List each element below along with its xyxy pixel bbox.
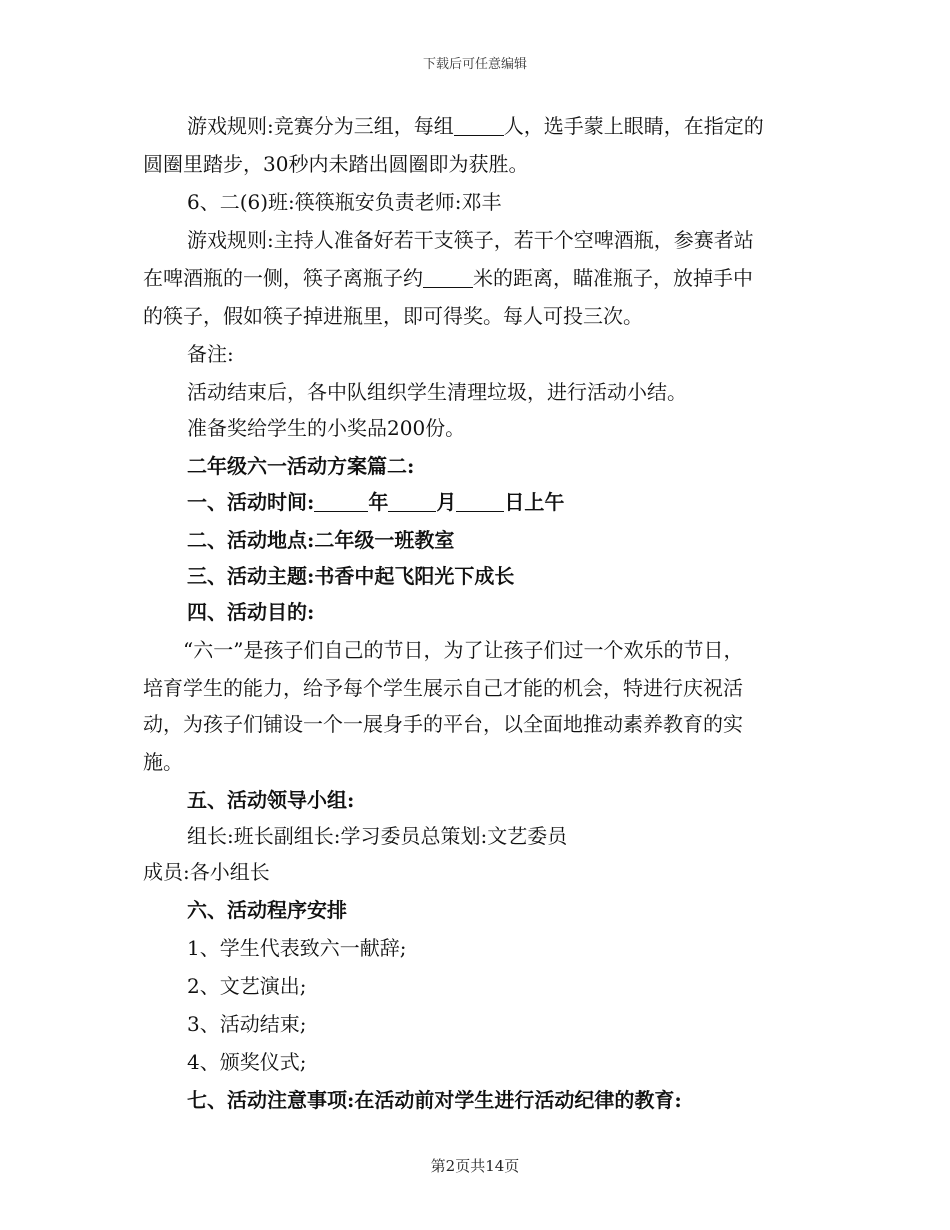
paragraph-line: “六一”是孩子们自己的节日，为了让孩子们过一个欢乐的节日， [183, 638, 744, 662]
text-segment: 年 [368, 490, 389, 514]
paragraph-line: 的筷子，假如筷子掉进瓶里，即可得奖。每人可投三次。 [143, 304, 643, 328]
paragraph-line [143, 262, 753, 291]
paragraph-line: 动，为孩子们铺设一个一展身手的平台，以全面地推动素养教育的实 [143, 712, 743, 736]
paragraph-line: 培育学生的能力，给予每个学生展示自己才能的机会，特进行庆祝活 [143, 676, 743, 700]
paragraph-line: 活动结束后，各中队组织学生清理垃圾，进行活动小结。 [187, 380, 687, 404]
section-heading: 二年级六一活动方案篇二: [187, 454, 415, 478]
paragraph-line: 组长:班长副组长:学习委员总策划:文艺委员 [187, 824, 568, 848]
fill-blank [423, 267, 473, 288]
paragraph-line: 成员:各小组长 [143, 860, 270, 884]
page-footer: 第2页共14页 [430, 1157, 520, 1175]
text-segment: 一、活动时间: [187, 490, 315, 514]
section-heading: 五、活动领导小组: [187, 788, 355, 812]
list-item: 2、文艺演出; [187, 974, 307, 998]
paragraph-line: 准备奖给学生的小奖品200份。 [187, 416, 466, 440]
section-heading: 二、活动地点:二年级一班教室 [187, 528, 455, 552]
section-heading: 三、活动主题:书香中起飞阳光下成长 [187, 564, 515, 588]
fill-blank [314, 491, 368, 512]
section-heading: 七、活动注意事项:在活动前对学生进行活动纪律的教育: [187, 1088, 682, 1112]
list-item: 3、活动结束; [187, 1012, 307, 1036]
list-item: 1、学生代表致六一献辞; [187, 936, 407, 960]
paragraph-line: 圆圈里踏步，30秒内未踏出圆圈即为获胜。 [143, 152, 529, 176]
text-segment: 游戏规则:竞赛分为三组，每组 [187, 114, 454, 138]
section-heading [143, 486, 564, 515]
fill-blank [388, 491, 436, 512]
text-segment: 月 [436, 490, 457, 514]
page-header: 下载后可任意编辑 [422, 57, 527, 72]
paragraph-line: 游戏规则:主持人准备好若干支筷子，若干个空啤酒瓶，参赛者站 [187, 228, 754, 252]
list-item: 4、颁奖仪式; [187, 1050, 307, 1074]
text-segment: 在啤酒瓶的一侧，筷子离瓶子约 [143, 266, 423, 290]
fill-blank [454, 115, 504, 136]
paragraph-line [143, 110, 764, 139]
section-heading: 四、活动目的: [187, 600, 315, 624]
paragraph-line: 施。 [143, 750, 183, 774]
text-segment: 米的距离，瞄准瓶子，放掉手中 [473, 266, 753, 290]
fill-blank [456, 491, 504, 512]
paragraph-line: 6、二(6)班:筷筷瓶安负责老师:邓丰 [187, 190, 502, 214]
paragraph-line: 备注: [187, 342, 234, 366]
text-segment: 日上午 [504, 490, 565, 514]
text-segment: 人，选手蒙上眼睛，在指定的 [503, 114, 764, 138]
section-heading: 六、活动程序安排 [187, 898, 347, 922]
